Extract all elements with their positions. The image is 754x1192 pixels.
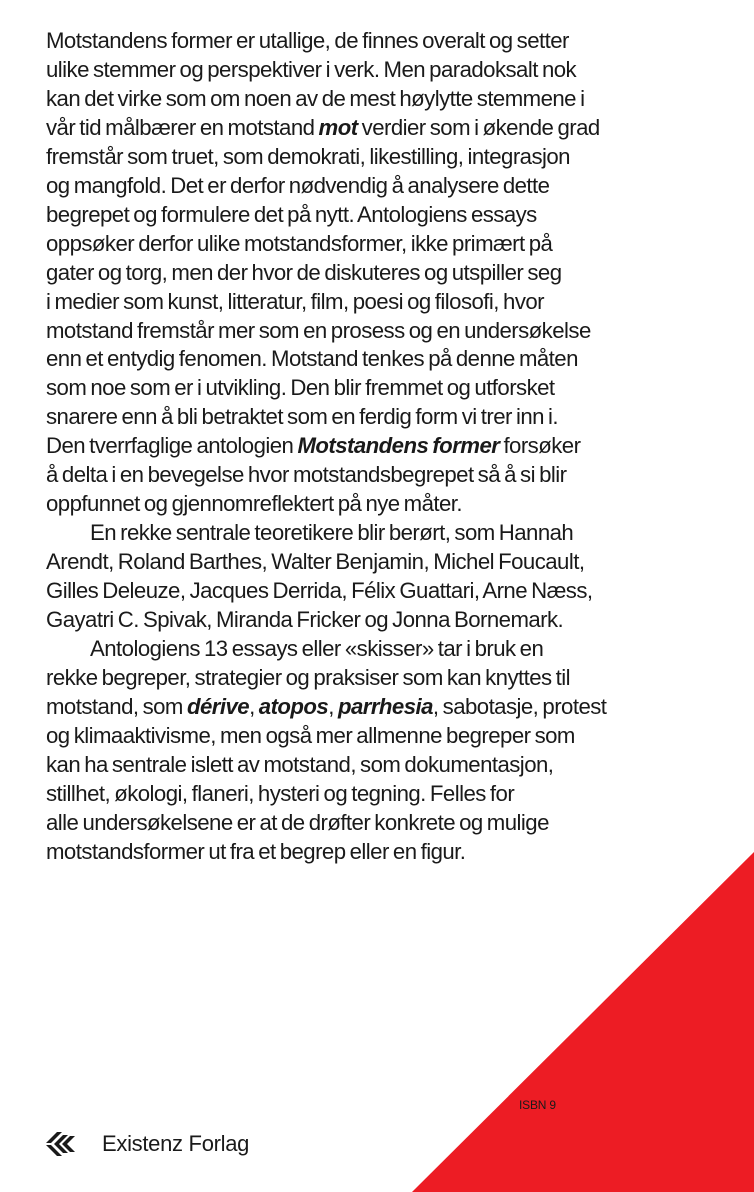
text-segment: ulike stemmer og perspektiver i verk. Men paradoksalt nok bbox=[46, 56, 577, 82]
text-line bbox=[46, 374, 746, 403]
text-line bbox=[46, 635, 746, 664]
back-cover-text bbox=[46, 27, 746, 867]
text-line bbox=[46, 722, 746, 751]
text-segment: snarere enn å bli betraktet som en ferdig form vi trer inn i. bbox=[46, 404, 559, 430]
red-triangle-shape bbox=[412, 852, 754, 1192]
text-segment: Gayatri C. Spivak, Miranda Fricker og Jonna Bornemark. bbox=[46, 607, 564, 633]
text-line bbox=[46, 201, 746, 230]
text-segment: Antologiens 13 essays eller «skisser» tar i bruk en bbox=[90, 636, 544, 662]
text-segment: og klimaaktivisme, men også mer allmenne begreper som bbox=[46, 722, 575, 748]
text-line bbox=[46, 606, 746, 635]
emphasized-text: Motstandens former bbox=[297, 433, 500, 459]
publisher-imprint bbox=[44, 1126, 249, 1162]
text-segment: motstandsformer ut fra et begrep eller en figur. bbox=[46, 838, 466, 864]
text-segment: som noe som er i utvikling. Den blir fremmet og utforsket bbox=[46, 375, 555, 401]
text-line bbox=[46, 461, 746, 490]
text-line bbox=[46, 259, 746, 288]
text-segment: En rekke sentrale teoretikere blir berørt, som Hannah bbox=[90, 520, 574, 546]
text-line bbox=[46, 114, 746, 143]
text-line bbox=[46, 56, 746, 85]
text-segment: Gilles Deleuze, Jacques Derrida, Félix Guattari, Arne Næss, bbox=[46, 578, 593, 604]
text-line bbox=[46, 548, 746, 577]
text-segment: motstand, som bbox=[46, 693, 187, 719]
existenz-logo-icon bbox=[44, 1129, 76, 1159]
text-line bbox=[46, 172, 746, 201]
text-segment: kan det virke som om noen av de mest høylytte stemmene i bbox=[46, 85, 585, 111]
emphasized-text: atopos bbox=[258, 693, 329, 719]
emphasized-text: mot bbox=[318, 114, 358, 140]
publisher-name: Existenz Forlag bbox=[102, 1131, 250, 1156]
text-line bbox=[46, 27, 746, 56]
text-line bbox=[46, 490, 746, 519]
text-line bbox=[46, 838, 746, 867]
text-line bbox=[46, 288, 746, 317]
text-line bbox=[46, 780, 746, 809]
text-segment: rekke begreper, strategier og praksiser som kan knyttes til bbox=[46, 664, 571, 690]
text-segment: enn et entydig fenomen. Motstand tenkes på denne måten bbox=[46, 346, 578, 372]
text-segment: oppfunnet og gjennomreflektert på nye måter. bbox=[46, 491, 463, 517]
text-segment: , bbox=[249, 693, 259, 719]
text-segment: stillhet, økologi, flaneri, hysteri og tegning. Felles for bbox=[46, 780, 515, 806]
isbn-label: ISBN 9 bbox=[519, 1098, 556, 1112]
emphasized-text: dérive bbox=[186, 693, 250, 719]
text-segment: oppsøker derfor ulike motstandsformer, ikke primært på bbox=[46, 230, 553, 256]
text-segment: Motstandens former er utallige, de finnes overalt og setter bbox=[46, 28, 569, 53]
text-line bbox=[46, 85, 746, 114]
text-segment: å delta i en bevegelse hvor motstandsbegrepet så å si blir bbox=[46, 462, 567, 488]
text-segment: vår tid målbærer en motstand bbox=[46, 114, 319, 140]
text-line bbox=[46, 664, 746, 693]
text-segment: forsøker bbox=[499, 433, 581, 459]
text-line bbox=[46, 809, 746, 838]
text-line bbox=[46, 577, 746, 606]
text-line bbox=[46, 751, 746, 780]
text-segment: , bbox=[328, 693, 338, 719]
text-line bbox=[46, 403, 746, 432]
text-line bbox=[46, 230, 746, 259]
text-line bbox=[46, 345, 746, 374]
text-segment: begrepet og formulere det på nytt. Antologiens essays bbox=[46, 201, 537, 227]
text-line bbox=[46, 519, 746, 548]
text-segment: gater og torg, men der hvor de diskuteres og utspiller seg bbox=[46, 259, 562, 285]
emphasized-text: parrhesia bbox=[337, 693, 433, 719]
text-segment: alle undersøkelsene er at de drøfter konkrete og mulige bbox=[46, 809, 549, 835]
text-segment: verdier som i økende grad bbox=[357, 114, 600, 140]
text-segment: Arendt, Roland Barthes, Walter Benjamin, Michel Foucault, bbox=[46, 549, 585, 575]
text-segment: fremstår som truet, som demokrati, likestilling, integrasjon bbox=[46, 143, 570, 169]
text-segment: i medier som kunst, litteratur, film, poesi og filosofi, hvor bbox=[46, 288, 544, 314]
text-line bbox=[46, 143, 746, 172]
text-segment: motstand fremstår mer som en prosess og en undersøkelse bbox=[46, 317, 591, 343]
text-segment: Den tverrfaglige antologien bbox=[46, 433, 298, 459]
text-segment: og mangfold. Det er derfor nødvendig å analysere dette bbox=[46, 172, 550, 198]
text-segment: , sabotasje, protest bbox=[432, 693, 607, 719]
text-segment: kan ha sentrale islett av motstand, som dokumentasjon, bbox=[46, 751, 554, 777]
text-line bbox=[46, 693, 746, 722]
text-line bbox=[46, 317, 746, 346]
text-line bbox=[46, 432, 746, 461]
